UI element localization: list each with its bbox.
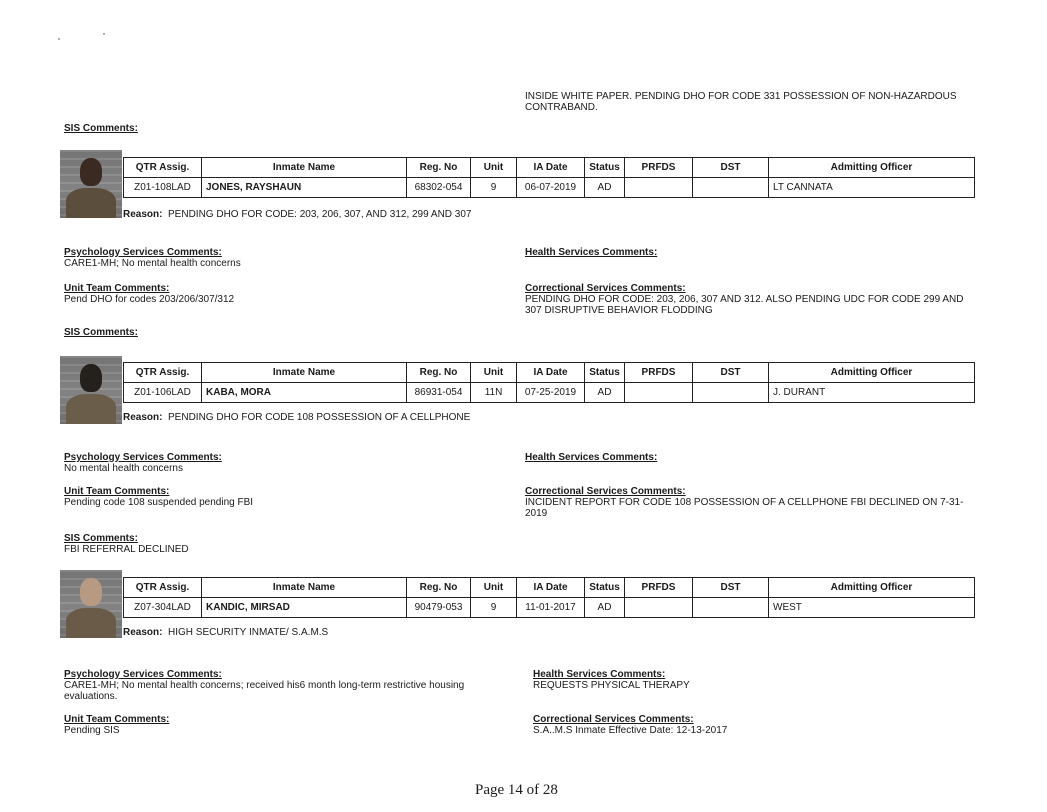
reason-text: PENDING DHO FOR CODE 108 POSSESSION OF A CELLPHONE	[168, 412, 471, 423]
header-ia-date: IA Date	[517, 578, 585, 598]
reg-no-cell: 90479-053	[407, 598, 471, 618]
inmate-name-cell: KABA, MORA	[202, 383, 407, 403]
header-admitting-officer: Admitting Officer	[769, 158, 975, 178]
table-row	[124, 598, 975, 618]
header-prfds: PRFDS	[625, 578, 693, 598]
header-inmate-name: Inmate Name	[202, 158, 407, 178]
dst-cell	[693, 383, 769, 403]
header-inmate-name: Inmate Name	[202, 578, 407, 598]
header-ia-date: IA Date	[517, 158, 585, 178]
reason-label: Reason:	[123, 209, 163, 220]
unit-team-heading: Unit Team Comments:	[64, 714, 170, 725]
inmate-photo	[60, 356, 122, 424]
admitting-officer-cell: LT CANNATA	[769, 178, 975, 198]
prfds-cell	[625, 383, 693, 403]
table-header-row	[124, 158, 975, 178]
dst-cell	[693, 598, 769, 618]
status-cell: AD	[585, 178, 625, 198]
header-unit: Unit	[471, 158, 517, 178]
status-cell: AD	[585, 383, 625, 403]
header-unit: Unit	[471, 578, 517, 598]
reg-no-cell: 86931-054	[407, 383, 471, 403]
admitting-officer-cell: WEST	[769, 598, 975, 618]
admitting-officer-cell: J. DURANT	[769, 383, 975, 403]
qtr-cell: Z01-108LAD	[124, 178, 202, 198]
correctional-comment: INCIDENT REPORT FOR CODE 108 POSSESSION OF A CELLPHONE FBI DECLINED ON 7-31-2019	[525, 497, 964, 519]
correctional-heading: Correctional Services Comments:	[525, 283, 686, 294]
inmate-name-cell: JONES, RAYSHAUN	[202, 178, 407, 198]
qtr-cell: Z07-304LAD	[124, 598, 202, 618]
unit-team-heading: Unit Team Comments:	[64, 486, 170, 497]
psychology-heading: Psychology Services Comments:	[64, 452, 222, 463]
sis-comment: FBI REFERRAL DECLINED	[64, 544, 189, 555]
ia-date-cell: 07-25-2019	[517, 383, 585, 403]
correctional-heading: Correctional Services Comments:	[525, 486, 686, 497]
header-ia-date: IA Date	[517, 363, 585, 383]
qtr-cell: Z01-106LAD	[124, 383, 202, 403]
table-row	[124, 383, 975, 403]
unit-cell: 9	[471, 178, 517, 198]
psychology-comment: CARE1-MH; No mental health concerns	[64, 258, 241, 269]
header-status: Status	[585, 158, 625, 178]
correctional-comment: PENDING DHO FOR CODE: 203, 206, 307 AND 312. ALSO PENDING UDC FOR CODE 299 AND 307 DISRUPTIVE BEHAVIOR FLODDING	[525, 294, 964, 316]
inmate-record-table	[123, 157, 975, 198]
correctional-heading: Correctional Services Comments:	[533, 714, 694, 725]
unit-team-heading: Unit Team Comments:	[64, 283, 170, 294]
dst-cell	[693, 178, 769, 198]
psychology-heading: Psychology Services Comments:	[64, 669, 222, 680]
psychology-comment: CARE1-MH; No mental health concerns; received his6 month long-term restrictive housing evaluations.	[64, 680, 465, 702]
prior-record-fragment: INSIDE WHITE PAPER. PENDING DHO FOR CODE 331 POSSESSION OF NON-HAZARDOUS CONTRABAND.	[525, 91, 957, 113]
reason-text: HIGH SECURITY INMATE/ S.A.M.S	[168, 627, 329, 638]
inmate-name-cell: KANDIC, MIRSAD	[202, 598, 407, 618]
unit-team-comment: Pend DHO for codes 203/206/307/312	[64, 294, 235, 305]
header-qtr: QTR Assig.	[124, 158, 202, 178]
header-reg-no: Reg. No	[407, 158, 471, 178]
header-dst: DST	[693, 363, 769, 383]
sis-comments-heading: SIS Comments:	[64, 123, 138, 134]
health-heading: Health Services Comments:	[533, 669, 666, 680]
header-admitting-officer: Admitting Officer	[769, 578, 975, 598]
header-qtr: QTR Assig.	[124, 363, 202, 383]
health-comment: REQUESTS PHYSICAL THERAPY	[533, 680, 690, 691]
header-qtr: QTR Assig.	[124, 578, 202, 598]
page-number: Page 14 of 28	[475, 782, 558, 798]
reason-line	[123, 209, 471, 221]
header-status: Status	[585, 578, 625, 598]
header-reg-no: Reg. No	[407, 578, 471, 598]
reason-line	[123, 627, 328, 639]
header-admitting-officer: Admitting Officer	[769, 363, 975, 383]
health-heading: Health Services Comments:	[525, 247, 658, 258]
sis-comments-heading: SIS Comments:	[64, 327, 138, 338]
table-header-row	[124, 363, 975, 383]
reason-line	[123, 412, 470, 424]
header-prfds: PRFDS	[625, 363, 693, 383]
header-unit: Unit	[471, 363, 517, 383]
unit-team-comment: Pending code 108 suspended pending FBI	[64, 497, 254, 508]
unit-cell: 9	[471, 598, 517, 618]
scan-speck	[58, 38, 60, 40]
ia-date-cell: 06-07-2019	[517, 178, 585, 198]
psychology-comment: No mental health concerns	[64, 463, 183, 474]
correctional-comment: S.A..M.S Inmate Effective Date: 12-13-2017	[533, 725, 728, 736]
ia-date-cell: 11-01-2017	[517, 598, 585, 618]
reason-text: PENDING DHO FOR CODE: 203, 206, 307, AND 312, 299 AND 307	[168, 209, 472, 220]
scan-speck	[103, 33, 105, 35]
reason-label: Reason:	[123, 412, 163, 423]
reason-label: Reason:	[123, 627, 163, 638]
inmate-photo	[60, 570, 122, 638]
header-inmate-name: Inmate Name	[202, 363, 407, 383]
psychology-heading: Psychology Services Comments:	[64, 247, 222, 258]
inmate-photo	[60, 150, 122, 218]
reg-no-cell: 68302-054	[407, 178, 471, 198]
unit-cell: 11N	[471, 383, 517, 403]
unit-team-comment: Pending SIS	[64, 725, 120, 736]
header-status: Status	[585, 363, 625, 383]
table-row	[124, 178, 975, 198]
prfds-cell	[625, 178, 693, 198]
table-header-row	[124, 578, 975, 598]
header-dst: DST	[693, 158, 769, 178]
inmate-record-table	[123, 577, 975, 618]
status-cell: AD	[585, 598, 625, 618]
inmate-record-table	[123, 362, 975, 403]
header-prfds: PRFDS	[625, 158, 693, 178]
header-dst: DST	[693, 578, 769, 598]
prfds-cell	[625, 598, 693, 618]
sis-comments-heading: SIS Comments:	[64, 533, 138, 544]
health-heading: Health Services Comments:	[525, 452, 658, 463]
header-reg-no: Reg. No	[407, 363, 471, 383]
